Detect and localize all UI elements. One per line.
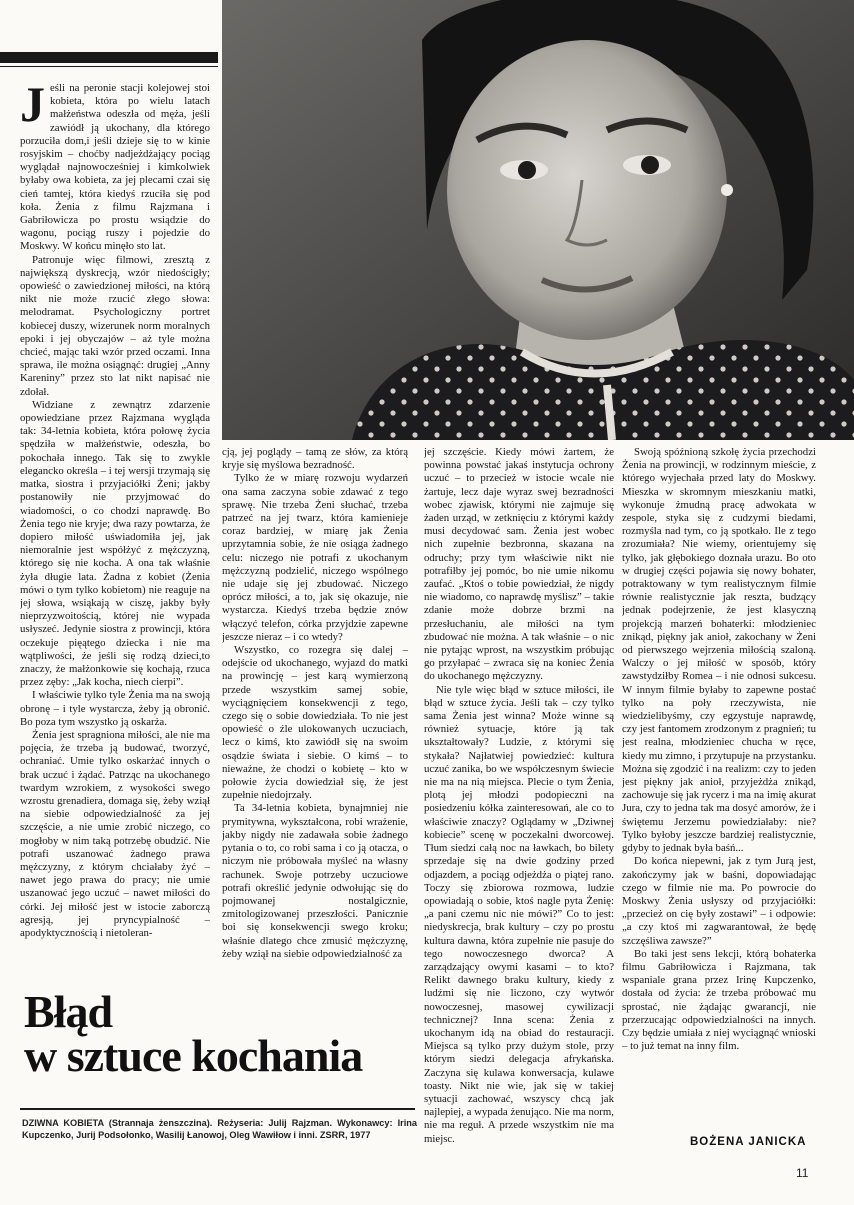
paragraph: Tylko że w miarę rozwoju wydarzeń ona sama zaczyna sobie zdawać z tego sprawę. Nie trzeba Żeni słuchać, trzeba patrzeć na jej twarz, która kamienieje coraz bardziej, w miarę jak Żenia uprzytamnia sobie, że nie osiąga żadnego celu: niczego nie potrafi z ukochanym mężczyzną podzielić, niczego wspólnego nie udaje się jej zbudować. Niczego oprócz miłości, a to, jak się okazuje, nie wystarcza. Kiedyś trzeba będzie znów włączyć telefon, córka przyjdzie zapewne jeszcze nieraz – i co wtedy? (222, 472, 408, 643)
article-headline (24, 986, 414, 1081)
page-number: 11 (796, 1166, 809, 1180)
paragraph: Swoją spóźnioną szkołę życia przechodzi Żenia na prowincji, w rodzinnym mieście, z którego wyjechała przed laty do Moskwy. Mieszka w skromnym mieszkaniu matki, wykonuje żmudną pracę adwokata w zespole, styka się z cudzymi biedami, rozmyśla nad tym, co ją spotkało. Ile z tego zrozumiała? Nie wiemy, orientujemy się tylko, jak głębokiego doznała urazu. Bo oto w drugiej części pojawia się nowy bohater, potraktowany w tym realistycznym filmie równie realistycznie jak reszta, budzący jednak podejrzenie, że jest klasyczną projekcją marzeń bohaterki: młodzieniec znikąd, piękny jak anioł, zakochany w Żeni od pierwszego wejrzenia miłością szaloną. Walczy o jej miłość w sposób, który zawstydziłby Romea – i nie odnosi sukcesu. W innym filmie byłaby to zapewne postać tylko na poły rzeczywista, nie wiedzielibyśmy, czy egzystuje naprawdę, czy jest fantomem zrodzonym z pragnień; tu jest realna, młodzieniec chucha w ręce, kiedy mu zimno, i przytupuje na przystanku. Można się zgodzić i na realizm: czy to jeden jest piękny jak anioł, przyjeżdża znikąd, zachowuje się jak rycerz i ma na imię akurat Jura, czy to jedna tak ma dosyć amorów, że i świętemu Jerzemu powiedziałaby: nie? Tylko byłoby jeszcze bardziej realistycznie, gdyby to jednak była baśń... (622, 446, 816, 855)
credits-rule (20, 1108, 415, 1110)
author-byline: BOŻENA JANICKA (690, 1136, 807, 1148)
paragraph: Patronuje więc filmowi, zresztą z największą dyskrecją, wzór niedościgły; opowieść o zawiedzionej miłości, na którą nikt nie może rzucić złego słowa: melodramat. Psychologiczny portret kobiecej duszy, wizerunek norm moralnych epoki i jej obyczajów – aż tyle można chcieć, mając taki wzór przed oczami. Inna sprawa, ile można osiągnąć: drugiej „Anny Kareniny” przez sto lat nikt napisać nie zdołał. (20, 253, 210, 398)
paragraph: Widziane z zewnątrz zdarzenie opowiedziane przez Rajzmana wygląda tak: 34-letnia kobieta, która połowę życia spędziła w małżeństwie, odeszła, bo pokochała innego. Tak się to zwykle elegancko określa – i tej wersji trzymają się matka, siostra i przyjaciółki Żeni; jakby postanowiły nie przyjmować do wiadomości, o co chodzi naprawdę. Bo Żenia tego nie kryje; dwa razy powtarza, że dopiero miłość uświadomiła jej, jak niemoralnie jest współżyć z mężczyzną, którego się nie kocha. A ona tak właśnie żyła długie lata. Żadna z kobiet (Żenia mówi o tym tylko kobietom) nie reaguje na jej słowa, wsiąkają w ciszę, jakby były nieprzyzwoitością, której nie wypada usłyszeć. Jedynie siostra z prowincji, która oczekuje pięątego dziecka i nie ma wątpliwości, że jeśli się rodzą dzieci,to znaczy, że małżonkowie się kochają, rzuca przez zęby: „Jak kocha, niech cierpi”. (20, 398, 210, 689)
article-column-3 (424, 446, 614, 1146)
article-column-4 (622, 446, 816, 1146)
headline-line-1: Błąd (24, 986, 113, 1037)
headline-line-2: w sztuce kochania (24, 1030, 363, 1081)
paragraph: Wszystko, co rozegra się dalej – odejście od ukochanego, wyjazd do matki na prowincję – jest karą wymierzoną przede wszystkim samej sobie, wyciągnięciem konsekwencji z tego, czego się o sobie dowiedziała. To nie jest opowieść o źle ulokowanych uczuciach, lecz o kimś, kto zawiódł się na swoim osądzie świata i siebie. O kimś – to nieważne, że chodzi o kobietę – kto w połowie życia dowiedział się, że jest zupełnie niedojrzały. (222, 644, 408, 802)
film-credits: DZIWNA KOBIETA (Strannaja żenszczina). Reżyseria: Julij Rajzman. Wykonawcy: Irina Kupczenko, Jurij Podsołonko, Wasilij Łanowoj, Oleg Wawiłow i inni. ZSRR, 1977 (22, 1118, 417, 1140)
header-thick-rule (0, 52, 218, 63)
article-column-1 (20, 82, 210, 980)
paragraph: Do końca niepewni, jak z tym Jurą jest, zakończymy jak w baśni, dopowiadając czego w filmie nie ma. Po powrocie do Moskwy Żenia usłyszy od przyjaciółki: „przecież on cię były zostawi” – i odpowie: „a czy ktoś mi zagwarantował, że będę szczęśliwa zawsze?” (622, 855, 816, 947)
paragraph: cją, jej poglądy – tamą ze słów, za którą kryje się myślowa bezradność. (222, 446, 408, 472)
paragraph: jej szczęście. Kiedy mówi żartem, że powinna powstać jakaś instytucja ochrony uczuć – to przecież w istocie wcale nie żartuje, lecz daje wyraz swej bezradności wobec zjawisk, którymi nie zajmuje się żaden urząd, w zetknięciu z którymi każdy musi decydować sam. Żenia jest wobec nich zupełnie bezbronna, skazana na odruchy; przy tym właściwie nikt nie potrafiłby jej pomóc, bo nie umie nikomu zaufać. „Ktoś o tobie powiedział, że nigdy nie wiadomo, co naprawdę myślisz” – takie zdanie może dobrze brzmi na przesłuchaniu, ale miłości na tym zbudować nie można. A tak właśnie – o nic nie pytając wprost, na wszystkim próbując go przyłapać – zwraca się na koniec Żenia do ukochanego mężczyzny. (424, 446, 614, 683)
paragraph: Żenia jest spragniona miłości, ale nie ma pojęcia, że trzeba ją budować, tworzyć, ochraniać. Umie tylko oskarżać innych o brak uczuć i żądać. Patrząc na ukochanego twardym wzrokiem, z wysokości swego wzrostu grenadiera, domaga się, żeby wziął na siebie odpowiedzialność za jej szczęście, a nie umie zrobić niczego, co mogłoby w nim taką potrzebę obudzić. Nie potrafi uszanować żadnego prawa mężczyzny, z którym chciałaby żyć – nawet jego prawa do pracy; nie umie uszanować jego uczuć – nawet miłości do córki. Jej miłość jest w istocie zaborczą agresją, jej pryncypialność – apodyktycznością i nietoleran- (20, 728, 210, 939)
paragraph: I właściwie tylko tyle Żenia ma na swoją obronę – i tyle wystarcza, żeby ją obronić. Bo poza tym wszystko ją oskarża. (20, 689, 210, 728)
paragraph: Bo taki jest sens lekcji, którą bohaterka filmu Gabriłowicza i Rajzmana, tak wspaniale grana przez Irinę Kupczenko, dostała od życia: że trzeba próbować mu sprostać, nie żądając gwarancji, nie przerzucając odpowiedzialności na innych. Czy będzie umiała z niej wyciągnąć wnioski – to już temat na inny film. (622, 947, 816, 1053)
paragraph: Nie tyle więc błąd w sztuce miłości, ile błąd w sztuce życia. Jeśli tak – czy tylko sama Żenia jest winna? Może winne są również sytuacje, które ją tak ukształtowały? Ludzie, z którymi się stykała? Najłatwiej powiedzieć: kultura uczuć zanika, bo we współczesnym świecie nie ma na nią miejsca. Plecie o tym Żenia, plotą jej młodzi podopieczni na posiedzeniu kółka zainteresowań, ale co to właściwie znaczy? Oglądamy w „Dziwnej kobiecie” scenę w poczekalni dworcowej. Tłum siedzi całą noc na ławkach, bo bilety sprzedaje się na dwie godziny przed odjazdem, a pociąg odjeżdża o piątej rano. Toczy się zbiorowa rozmowa, ludzie opowiadają o sobie, ktoś nagle pyta Żenię: „a pani czemu nic nie mówi?” Co to jest: niedyskrecja, brak kultury – czy po prostu kultura dawna, która zupełnie nie pasuje do tego nowoczesnego dworca? A zarządzający owymi kasami – to kto? Relikt dawnego braku kultury, kiedy z ludźmi się nie liczono, czy wytwór nowoczesnej, masowej cywilizacji technicznej? Inna scena: Żenia z ukochanym idą na obiad do restauracji. Miejsca są tylko przy dużym stole, przy którym siedzi delegacja afrykańska. Zaczyna się kulawa konwersacja, kulawe toasty. Nikt nie wie, jak się w takiej sytuacji zachować, wszyscy chcą jak najlepiej, a wypada żenująco. Nie ma norm, nie ma reguł. A przede wszystkim nie ma miejsc. (424, 683, 614, 1145)
header-thin-rule (0, 66, 218, 67)
article-column-2 (222, 446, 408, 981)
drop-cap: J (20, 82, 45, 132)
paragraph-text: eśli na peronie stacji kolejowej stoi kobieta, która po wielu latach małżeństwa odeszła od męża, jeśli zawiódł ją ukochany, dla którego porzuciła dom,i jeśli dzieje się to w kinie rosyjskim – choćby nadjeżdżający pociąg wyglądał najnowocześniej i kimkolwiek byłaby owa kobieta, za jej plecami czai się cień tamtej, która kiedyś rzuciła się pod koła. Żenia z filmu Rajzmana i Gabriłowicza po prostu wsiądzie do wagonu, pociąg ruszy i pojedzie do Moskwy. W końcu minęło sto lat. (20, 82, 210, 253)
paragraph: Ta 34-letnia kobieta, bynajmniej nie prymitywna, wykształcona, robi wrażenie, jakby nigdy nie zadawała sobie żadnego pytania o to, co robi sama i co ją otacza, o niczym nie próbowała myśleć na własny rachunek. Swoje potrzeby uczuciowe potrafi określić jedynie odwołując się do pojmowanej nostalgicznie, zmitologizowanej przeszłości. Panicznie boi się konsekwencji swego kroku; właśnie dlatego chce zmusić mężczyznę, żeby wziął na siebie odpowiedzialność za (222, 802, 408, 960)
actress-portrait-photo (222, 0, 854, 440)
paragraph (20, 82, 210, 254)
